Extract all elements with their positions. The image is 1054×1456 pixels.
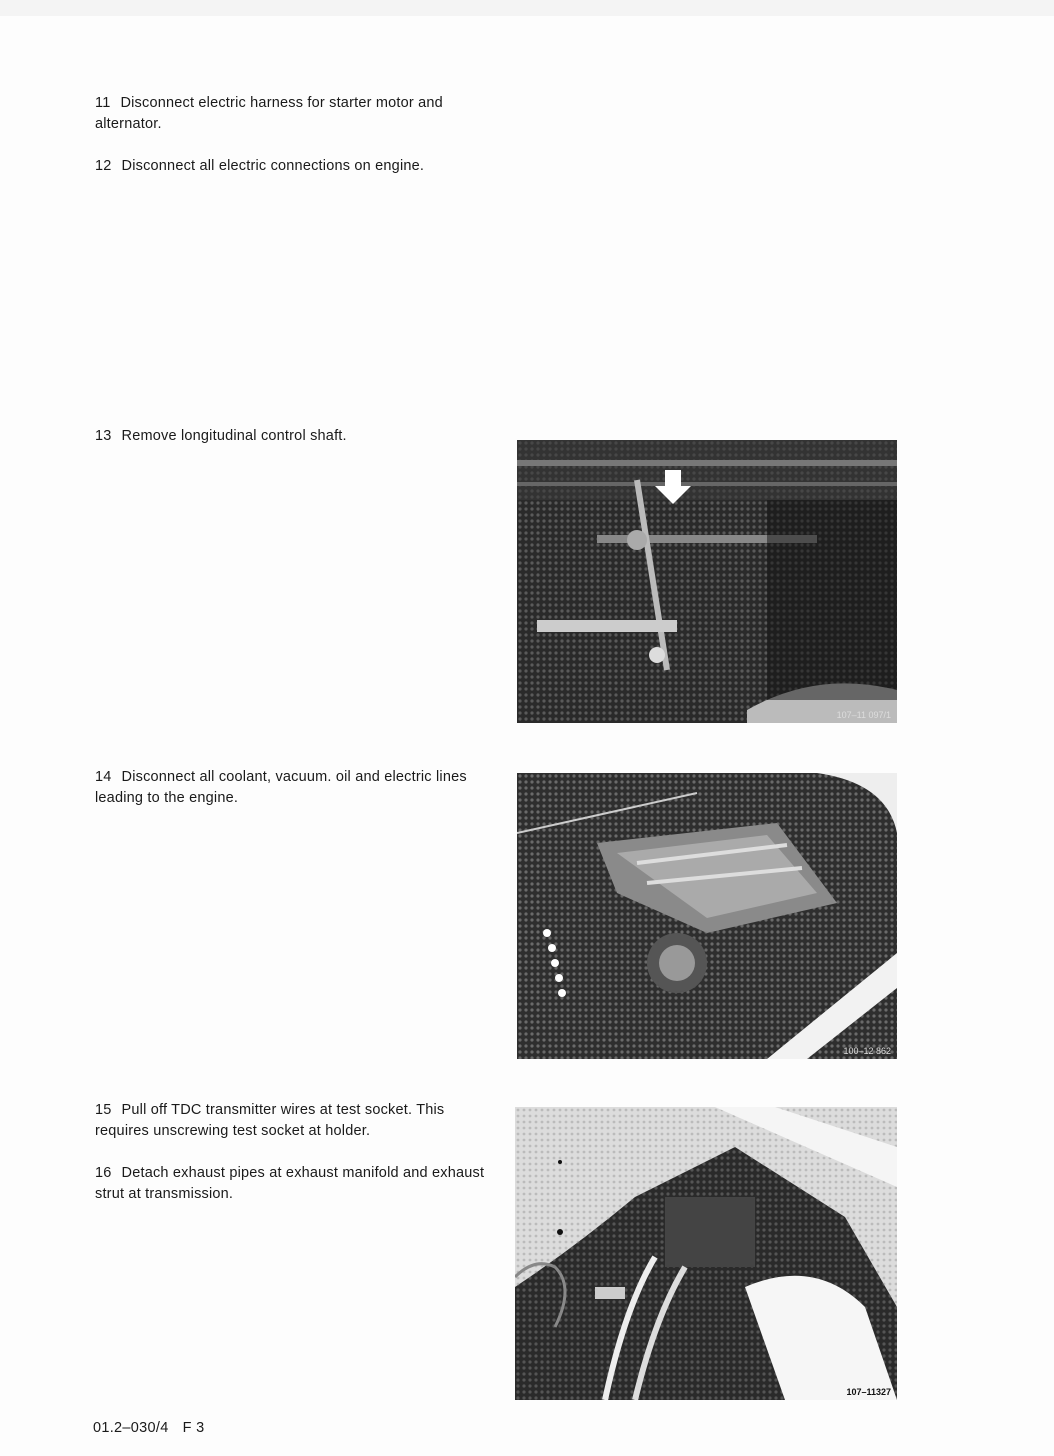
photo-reference-code: 100–12 862 [843,1046,891,1056]
step-14 [95,767,490,809]
step-text: Remove longitudinal control shaft. [121,428,347,444]
step-text: Pull off TDC transmitter wires at test socket. This requires unscrewing test socket at holder. [95,1102,445,1139]
step-text: Disconnect electric harness for starter motor and alternator. [95,95,443,132]
step-text: Disconnect all electric connections on engine. [121,158,425,174]
test-socket-photo [515,1107,897,1400]
photo-reference-code: 107–11327 [846,1387,891,1397]
step-number: 15 [95,1102,112,1118]
engine-bay-photo [517,773,897,1059]
document-number: 01.2–030/4 [93,1420,169,1436]
control-shaft-photo [517,440,897,723]
step-number: 13 [95,428,112,444]
step-16 [95,1163,490,1205]
step-15 [95,1100,490,1142]
step-12 [95,156,490,177]
step-number: 12 [95,158,112,174]
page-top-edge [0,0,1054,16]
step-number: 16 [95,1165,112,1181]
photo-reference-code: 107–11 097/1 [836,710,891,720]
page-footer [93,1420,204,1436]
step-13 [95,426,490,447]
step-number: 11 [95,95,111,111]
step-11 [95,93,490,135]
step-number: 14 [95,769,112,785]
page-number: F 3 [182,1420,205,1436]
step-text: Detach exhaust pipes at exhaust manifold and exhaust strut at transmission. [95,1165,485,1202]
step-text: Disconnect all coolant, vacuum. oil and electric lines leading to the engine. [95,769,467,806]
